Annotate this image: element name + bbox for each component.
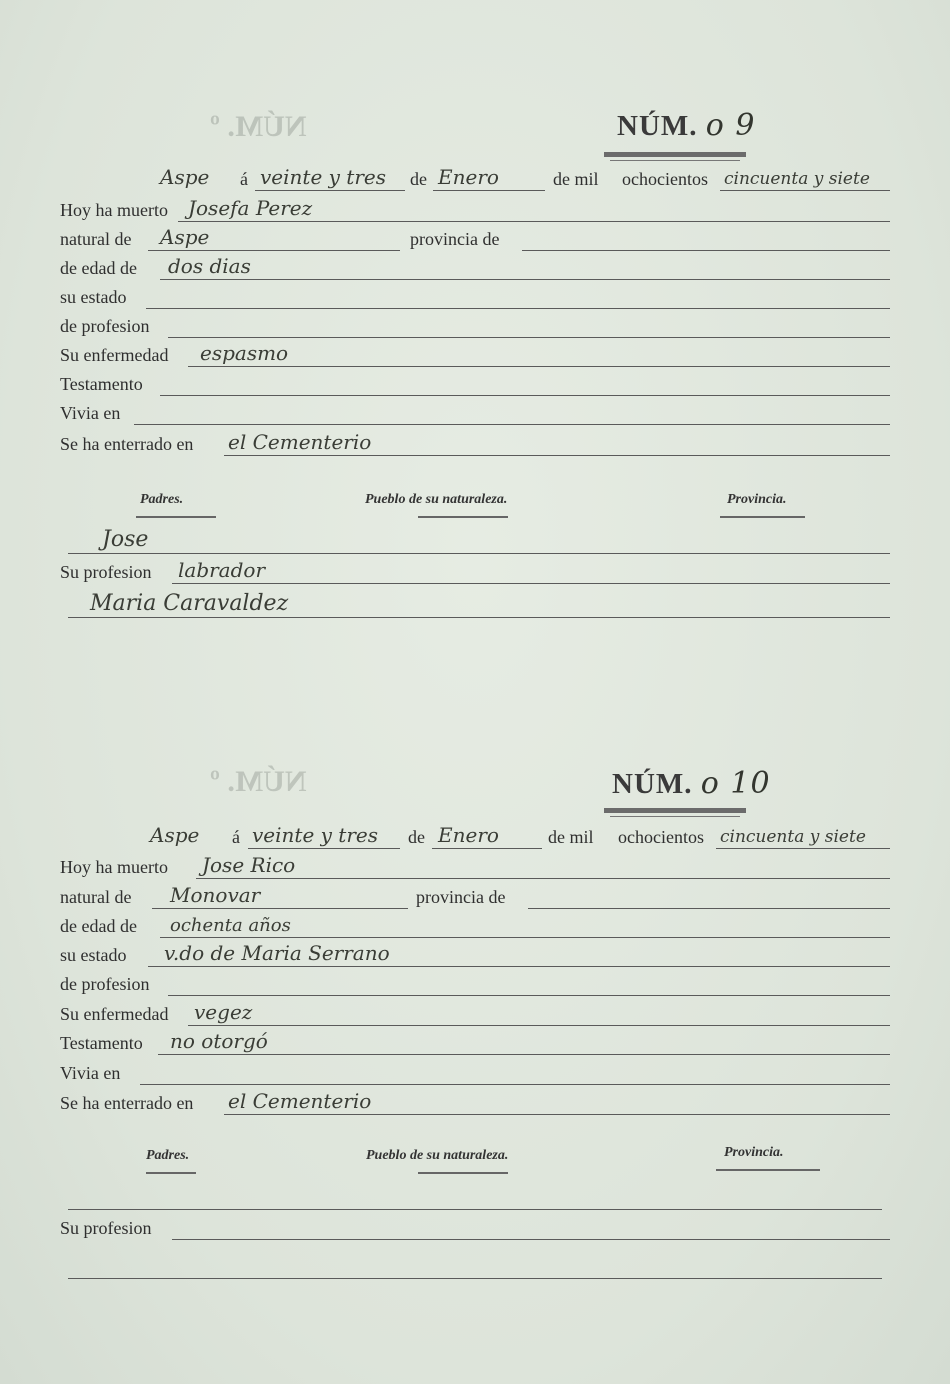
edad-handwritten: dos dias (168, 254, 251, 278)
label-ochocientos: ochocientos (622, 169, 708, 189)
number-underline (610, 160, 740, 161)
enfermedad-handwritten: vegez (194, 1000, 253, 1024)
father-line (68, 1209, 882, 1210)
enterrado-handwritten: el Cementerio (228, 430, 372, 454)
column-header-pueblo: Pueblo de su naturaleza. (365, 492, 508, 507)
label-de-profesion: de profesion (60, 974, 150, 994)
label-se-ha-enterrado-en: Se ha enterrado en (60, 1093, 194, 1113)
natural-handwritten: Monovar (170, 883, 261, 907)
edad-row (60, 912, 890, 940)
mother-line (68, 1278, 882, 1279)
label-su-estado: su estado (60, 287, 127, 307)
enterrado-row (60, 430, 890, 458)
label-su-estado: su estado (60, 945, 127, 965)
father-row (60, 528, 890, 556)
column-header-padres: Padres. (140, 492, 184, 507)
testamento-row (60, 1029, 890, 1057)
natural-row (60, 225, 890, 253)
column-header-provincia: Provincia. (724, 1145, 784, 1160)
label-su-profesion: Su profesion (60, 1218, 152, 1238)
record-number: NÚM. o 10 (612, 766, 771, 801)
estado-handwritten: v.do de Maria Serrano (164, 941, 390, 965)
enfermedad-row (60, 1000, 890, 1028)
label-ochocientos: ochocientos (618, 827, 704, 847)
estado-row (60, 941, 890, 969)
vivia-row (60, 399, 890, 427)
estado-row (60, 283, 890, 311)
testamento-row (60, 370, 890, 398)
record-number: NÚM. o 9 (617, 108, 756, 143)
edad-row (60, 254, 890, 282)
label-se-ha-enterrado-en: Se ha enterrado en (60, 434, 194, 454)
label-a: á (240, 169, 248, 189)
label-hoy-ha-muerto: Hoy ha muerto (60, 857, 168, 877)
mother-handwritten: Maria Caravaldez (90, 591, 289, 616)
father-profesion-row (60, 558, 890, 586)
label-de-profesion: de profesion (60, 316, 150, 336)
profesion-row (60, 312, 890, 340)
month-handwritten: Enero (438, 165, 499, 189)
date-row (60, 823, 890, 851)
year-handwritten: cincuenta y siete (724, 169, 870, 189)
label-vivia-en: Vivia en (60, 403, 121, 423)
deceased-name-handwritten: Jose Rico (202, 853, 296, 877)
deceased-name-handwritten: Josefa Perez (188, 196, 313, 220)
edad-handwritten: ochenta años (170, 915, 291, 936)
enfermedad-row (60, 341, 890, 369)
number-underline (610, 816, 740, 817)
label-a: á (232, 827, 240, 847)
label-natural-de: natural de (60, 229, 132, 249)
label-su-profesion: Su profesion (60, 562, 152, 582)
day-handwritten: veinte y tres (260, 165, 386, 189)
bleed-through-mark: NÚM. º (210, 110, 307, 143)
label-su-enfermedad: Su enfermedad (60, 345, 169, 365)
natural-handwritten: Aspe (160, 225, 210, 249)
label-de-mil: de mil (548, 827, 594, 847)
label-de-mil: de mil (553, 169, 599, 189)
enterrado-row (60, 1089, 890, 1117)
column-header-provincia: Provincia. (727, 492, 787, 507)
number-underline (604, 808, 746, 813)
deceased-row (60, 196, 890, 224)
father-profesion-row (60, 1214, 890, 1242)
profesion-row (60, 970, 890, 998)
label-vivia-en: Vivia en (60, 1063, 121, 1083)
label-hoy-ha-muerto: Hoy ha muerto (60, 200, 168, 220)
label-natural-de: natural de (60, 887, 132, 907)
label-provincia-de: provincia de (410, 229, 500, 249)
vivia-row (60, 1059, 890, 1087)
month-handwritten: Enero (438, 823, 499, 847)
label-de-edad-de: de edad de (60, 258, 137, 278)
label-testamento: Testamento (60, 1033, 143, 1053)
place-handwritten: Aspe (160, 165, 210, 189)
label-de: de (408, 827, 425, 847)
deceased-row (60, 853, 890, 881)
natural-row (60, 883, 890, 911)
place-handwritten: Aspe (150, 823, 200, 847)
column-header-padres: Padres. (146, 1148, 190, 1163)
label-provincia-de: provincia de (416, 887, 506, 907)
testamento-handwritten: no otorgó (170, 1029, 268, 1053)
year-handwritten: cincuenta y siete (720, 827, 866, 847)
label-de-edad-de: de edad de (60, 916, 137, 936)
enterrado-handwritten: el Cementerio (228, 1089, 372, 1113)
father-profesion-handwritten: labrador (178, 558, 266, 582)
label-de: de (410, 169, 427, 189)
mother-row (60, 592, 890, 620)
bleed-through-mark: NÚM. º (210, 765, 307, 798)
label-testamento: Testamento (60, 374, 143, 394)
column-header-pueblo: Pueblo de su naturaleza. (366, 1148, 509, 1163)
father-handwritten: Jose (102, 527, 149, 552)
day-handwritten: veinte y tres (252, 823, 378, 847)
enfermedad-handwritten: espasmo (200, 341, 289, 365)
number-underline (604, 152, 746, 157)
date-row (60, 165, 890, 193)
label-su-enfermedad: Su enfermedad (60, 1004, 169, 1024)
